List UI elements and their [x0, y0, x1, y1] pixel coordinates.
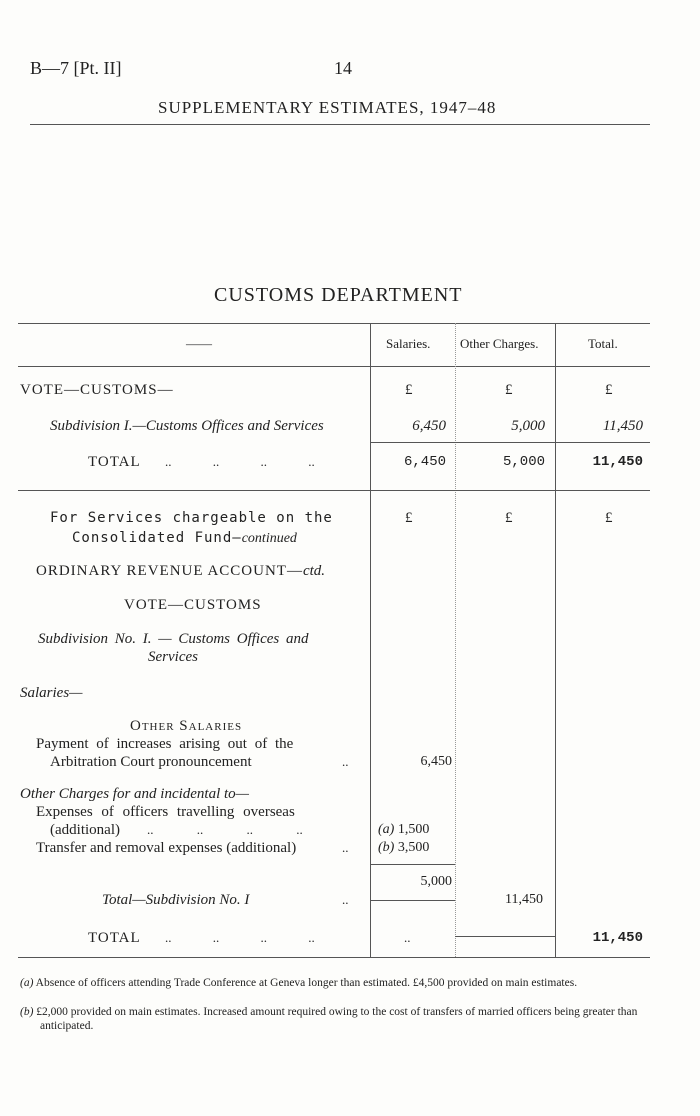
transfer-leader: .. [342, 840, 349, 855]
total-subdivision-leader: .. [342, 892, 349, 907]
ordinary-revenue-heading [36, 563, 325, 580]
other-salaries-heading: Other Salaries [130, 718, 243, 734]
col-header-other-charges: Other Charges. [460, 336, 539, 351]
detail-currency-total: £ [605, 510, 613, 526]
detail-currency-other: £ [505, 510, 513, 526]
footnote-a-text: Absence of officers attending Trade Conference at Geneva longer than estimated. £4,500 provided on main estimates. [35, 977, 578, 989]
page-title: SUPPLEMENTARY ESTIMATES, 1947–48 [158, 98, 497, 117]
footnote-a-mark: (a) [20, 977, 34, 989]
transfer-amount [378, 840, 429, 856]
detail-total-salaries-dots: .. [404, 930, 411, 945]
detail-vote-heading: VOTE—CUSTOMS [124, 597, 262, 613]
detail-total-amount: 11,450 [592, 930, 643, 946]
currency-salaries: £ [405, 382, 413, 398]
vote-total-total: 11,450 [592, 454, 643, 470]
column-divider-other [455, 323, 456, 957]
subtotal-rule [370, 442, 650, 443]
detail-total-leader: .. .. .. .. [165, 930, 315, 945]
currency-other: £ [505, 382, 513, 398]
detail-total-label: TOTAL [88, 930, 141, 946]
column-divider-salaries [370, 323, 371, 957]
total-subdivision-amount: 11,450 [505, 892, 543, 907]
subdivision-other: 5,000 [511, 418, 545, 434]
for-services-heading: For Services chargeable on the [50, 510, 333, 526]
detail-total-other-rule [455, 936, 555, 937]
ctd-text: ctd. [302, 563, 326, 579]
total-subdivision-rule [370, 900, 455, 901]
total-subdivision-label: Total—Subdivision No. I [102, 892, 250, 908]
footnote-b [20, 1005, 680, 1033]
vote-total-leader: .. .. .. .. [165, 454, 315, 469]
other-charges-subtotal: 5,000 [420, 874, 452, 889]
col-header-total: Total. [588, 336, 618, 351]
page-reference: B—7 [Pt. II] [30, 58, 122, 78]
expenses-line2: (additional) [50, 822, 120, 838]
payment-leader: .. [342, 754, 349, 769]
salaries-label: Salaries— [20, 685, 83, 701]
subdivision-salaries: 6,450 [412, 418, 446, 434]
consolidated-fund-heading [72, 530, 297, 547]
table-bottom-rule [18, 957, 650, 958]
currency-total: £ [605, 382, 613, 398]
vote-total-label: TOTAL [88, 454, 141, 470]
expenses-amount-value: 1,500 [397, 822, 430, 837]
expenses-line1: Expenses of officers travelling overseas [36, 804, 295, 820]
subdivision-total: 11,450 [602, 418, 643, 434]
detail-subdivision-line1: Subdivision No. I. — Customs Offices and [38, 631, 309, 647]
expenses-leader: .. .. .. .. [147, 822, 303, 837]
vote-total-other: 5,000 [502, 454, 545, 470]
header-rule [30, 124, 650, 125]
payment-line1: Payment of increases arising out of the [36, 736, 294, 752]
subdivision-label: Subdivision I.—Customs Offices and Services [50, 418, 324, 434]
continued-text: continued [241, 531, 297, 546]
page-number: 14 [334, 58, 352, 78]
consolidated-fund-text: Consolidated Fund— [72, 530, 242, 546]
vote-label: VOTE—CUSTOMS— [20, 382, 174, 398]
expenses-amount [378, 822, 429, 838]
department-title: CUSTOMS DEPARTMENT [214, 284, 463, 306]
expenses-note-mark: (a) [378, 822, 395, 837]
footnote-a [20, 976, 680, 990]
payment-line2: Arbitration Court pronouncement [50, 754, 252, 770]
section-rule [18, 490, 650, 491]
payment-amount: 6,450 [420, 754, 452, 769]
footnote-b-text: £2,000 provided on main estimates. Increased amount required owing to the cost of transfers of married officers being greater than anticipated. [36, 1006, 638, 1032]
transfer-line: Transfer and removal expenses (additional) [36, 840, 297, 856]
footnote-b-mark: (b) [20, 1006, 34, 1018]
ordinary-revenue-text: ORDINARY REVENUE ACCOUNT— [36, 563, 303, 579]
stub-header-dash: —— [186, 336, 212, 351]
detail-subtotal-rule [370, 864, 455, 865]
detail-subdivision-line2: Services [148, 649, 198, 665]
other-charges-label: Other Charges for and incidental to— [20, 786, 250, 802]
transfer-amount-value: 3,500 [397, 840, 430, 855]
vote-total-salaries: 6,450 [403, 454, 446, 470]
column-divider-total [555, 323, 556, 957]
col-header-salaries: Salaries. [386, 336, 431, 351]
transfer-note-mark: (b) [378, 840, 395, 855]
detail-currency-salaries: £ [405, 510, 413, 526]
